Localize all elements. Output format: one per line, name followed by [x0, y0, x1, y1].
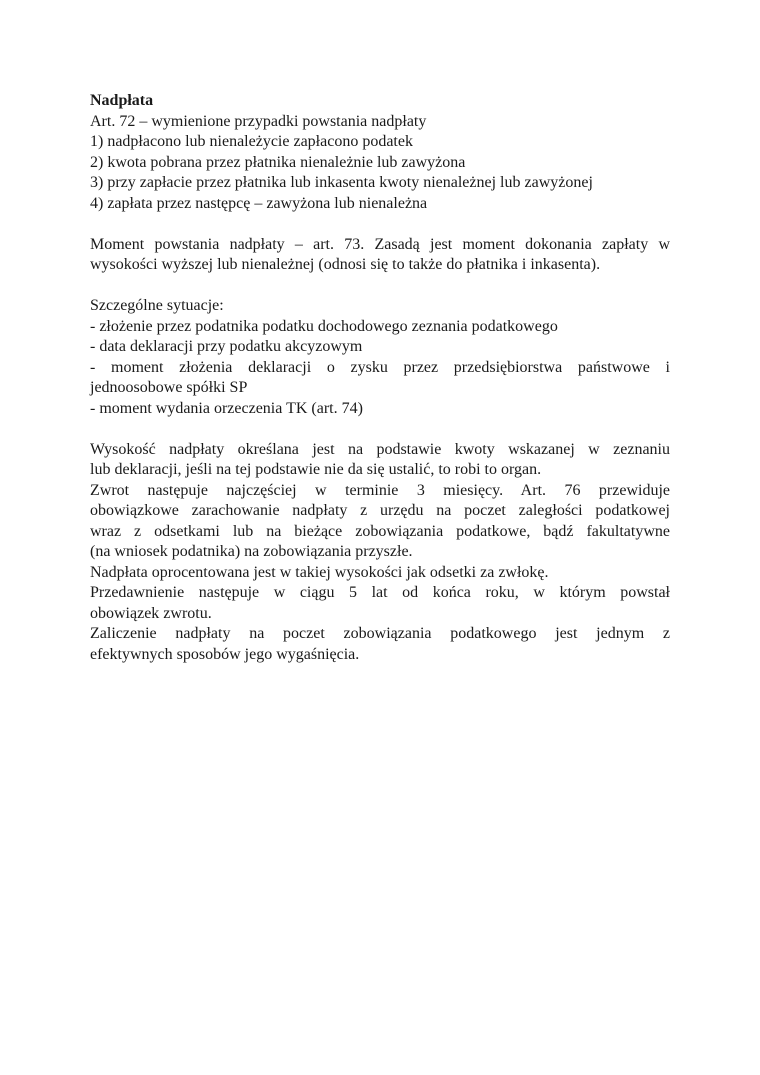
list-item: - złożenie przez podatnika podatku dochodowego zeznania podatkowego [90, 317, 558, 335]
paragraph-line: Zwrot następuje najczęściej w terminie 3 miesięcy. Art. 76 przewiduje [90, 481, 670, 499]
paragraph-line: lub deklaracji, jeśli na tej podstawie nie da się ustalić, to robi to organ. [90, 461, 542, 478]
list-item: - moment wydania orzeczenia TK (art. 74) [90, 399, 363, 417]
list-item: - moment złożenia deklaracji o zysku przez przedsiębiorstwa państwowe i [90, 358, 670, 376]
paragraph-line: obowiązkowe zarachowanie nadpłaty z urzędu na poczet zaległości podatkowej [90, 502, 670, 519]
list-item-continuation: jednoosobowe spółki SP [90, 379, 248, 396]
paragraph-line: wysokości wyższej lub nienależnej (odnosi się to także do płatnika i inkasenta). [90, 256, 601, 273]
paragraph-spacer [90, 276, 670, 297]
list-item: - data deklaracji przy podatku akcyzowym [90, 338, 363, 355]
document-body [90, 91, 670, 665]
paragraph-line: Moment powstania nadpłaty – art. 73. Zasadą jest moment dokonania zapłaty w [90, 235, 670, 253]
paragraph-line: Przedawnienie następuje w ciągu 5 lat od końca roku, w którym powstał [90, 584, 670, 601]
list-item: 3) przy zapłacie przez płatnika lub inkasenta kwoty nienależnej lub zawyżonej [90, 174, 593, 191]
paragraph-line: (na wniosek podatnika) na zobowiązania przyszłe. [90, 543, 413, 560]
document-title: Nadpłata [90, 92, 154, 109]
list-item: 1) nadpłacono lub nienależycie zapłacono podatek [90, 133, 413, 150]
list-item: 4) zapłata przez następcę – zawyżona lub nienależna [90, 194, 428, 212]
paragraph-spacer [90, 214, 670, 235]
paragraph-line: Nadpłata oprocentowana jest w takiej wysokości jak odsetki za zwłokę. [90, 563, 549, 581]
article-intro: Art. 72 – wymienione przypadki powstania nadpłaty [90, 112, 427, 130]
list-item: 2) kwota pobrana przez płatnika nienależnie lub zawyżona [90, 153, 466, 171]
paragraph-spacer [90, 419, 670, 440]
section-heading: Szczególne sytuacje: [90, 297, 224, 314]
paragraph-line: Wysokość nadpłaty określana jest na podstawie kwoty wskazanej w zeznaniu [90, 440, 670, 458]
paragraph-line: Zaliczenie nadpłaty na poczet zobowiązania podatkowego jest jednym z [90, 625, 670, 642]
paragraph-line: obowiązek zwrotu. [90, 604, 212, 622]
paragraph-line: efektywnych sposobów jego wygaśnięcia. [90, 645, 360, 663]
paragraph-line: wraz z odsetkami lub na bieżące zobowiązania podatkowe, bądź fakultatywne [90, 522, 670, 540]
